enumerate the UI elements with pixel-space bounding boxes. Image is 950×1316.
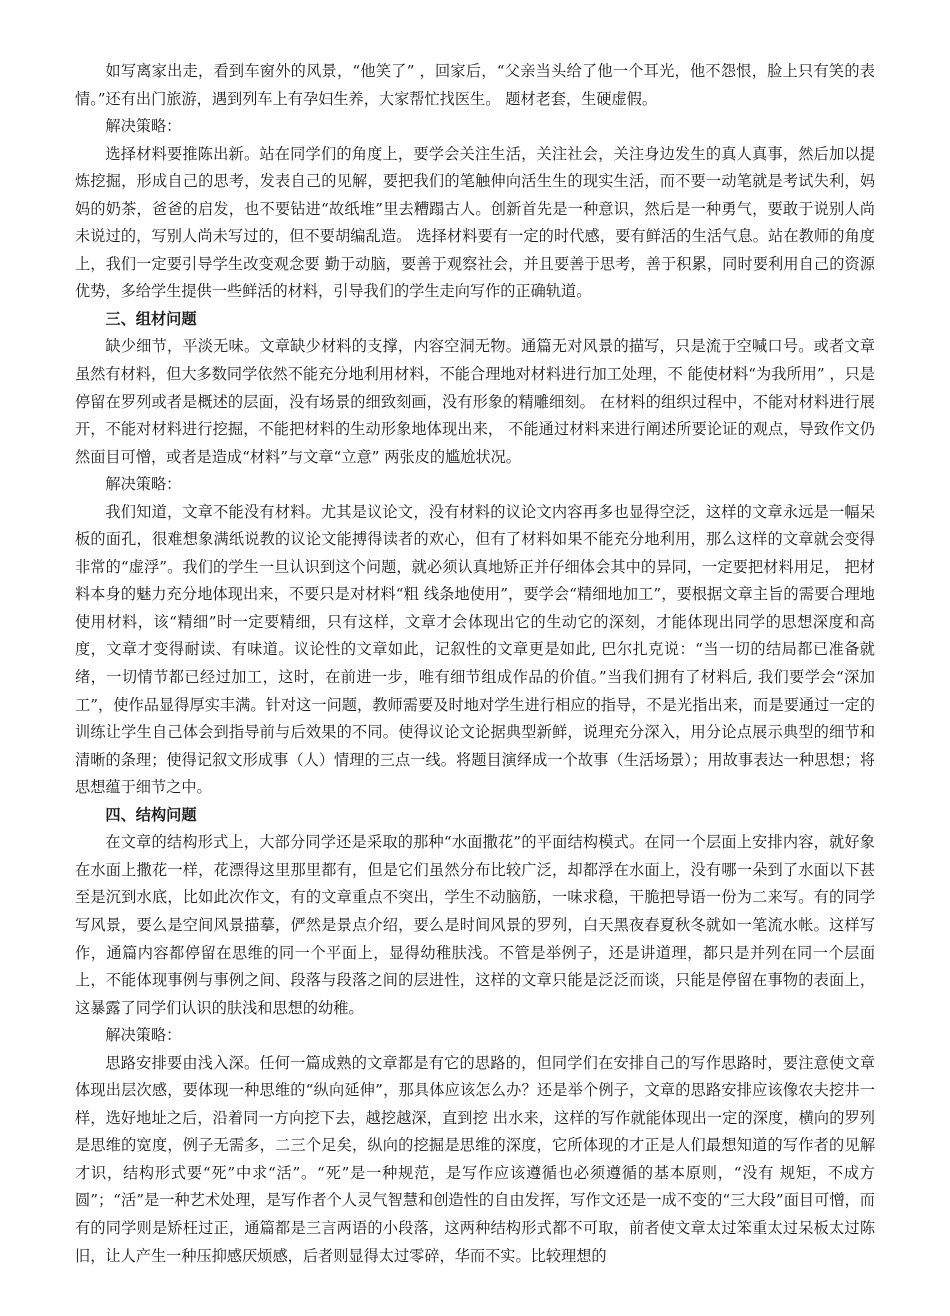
paragraph-organization-strategy: 我们知道，文章不能没有材料。尤其是议论文，没有材料的议论文内容再多也显得空泛，这样的文章永远是一幅呆板的面孔，很难想象满纸说教的议论文能搏得读者的欢心，但有了材料如果不能充分地利用，那么这样的文章就会变得非常的“虚浮”。我们的学生一旦认识到这个问题，就必须认真地矫正并仔细体会其中的异同，一定要把材料用足， 把材料本身的魅力充分地体现出来，不要只是对材料“粗 线条地使用”，要学会“精细地加工”，要根据文章主旨的需要合理地使用材料，该“精细”时一定要精细，只有这样，文章才会体现出它的生动它的深刻，才能体现出同学的思想深度和高度，文章才变得耐读、有味道。议论性的文章如此，记叙性的文章更是如此, 巴尔扎克说：“当一切的结局都已准备就绪，一切情节都已经过加工，这时，在前进一步，唯有细节组成作品的价值。”当我们拥有了材料后, 我们要学会“深加工”，使作品显得厚实丰满。针对这一问题，教师需要及时地对学生进行相应的指导，不是光指出来，而是要通过一定的训练让学生自己体会到指导前与后效果的不同。使得议论文论据典型新鲜，说理充分深入，用分论点展示典型的细节和清晰的条理；使得记叙文形成事（人）情理的三点一线。将题目演绎成一个故事（生活场景）；用故事表达一种思想；将思想蕴于细节之中。 (75, 502, 875, 797)
strategy-label: 解决策略： (105, 117, 182, 136)
section-heading-structure: 四、结构问题 (105, 805, 197, 824)
paragraph-material-selection: 选择材料要推陈出新。站在同学们的角度上，要学会关注生活，关注社会，关注身边发生的真人真事，然后加以提炼挖掘，形成自己的思考，发表自己的见解，要把我们的笔触伸向活生生的现实生活，而不要一动笔就是考试失利，妈妈的奶茶，爸爸的启发，也不要钻进“故纸堆”里去糟蹋古人。创新首先是一种意识，然后是一种勇气，要敢于说别人尚未说过的，写别人尚未写过的，但不要胡编乱造。 选择材料要有一定的时代感，要有鲜活的生活气息。站在教师的角度上，我们一定要引导学生改变观念要 勤于动脑，要善于观察社会，并且要善于思考，善于积累，同时要利用自己的资源优势，多给学生提供一些鲜活的材料，引导我们的学生走向写作的正确轨道。 (75, 144, 875, 301)
document-body (75, 58, 875, 1270)
section-heading-organization: 三、组材问题 (105, 309, 197, 328)
strategy-label: 解决策略： (105, 1026, 182, 1045)
paragraph-example-topics: 如写离家出走，看到车窗外的风景，“他笑了” ，回家后，“父亲当头给了他一个耳光，他不怨恨，脸上只有笑的表情。”还有出门旅游，遇到列车上有孕妇生养，大家帮忙找医生。 题材老套，生硬虚假。 (75, 62, 875, 108)
strategy-label: 解决策略： (105, 475, 182, 494)
paragraph-structure-strategy: 思路安排要由浅入深。任何一篇成熟的文章都是有它的思路的，但同学们在安排自己的写作思路时，要注意使文章体现出层次感，要体现一种思维的“纵向延伸”，那具体应该怎么办？还是举个例子，文章的思路安排应该像农夫挖井一样，选好地址之后，沿着同一方向挖下去，越挖越深，直到挖 出水来，这样的写作就能体现出一定的深度，横向的罗列是思维的宽度，例子无需多，二三个足矣，纵向的挖掘是思维的深度，它所体现的才正是人们最想知道的写作者的见解才识，结构形式要“死”中求“活”。“死”是一种规范，是写作应该遵循也必须遵循的基本原则，“没有 规矩，不成方圆”；“活”是一种艺术处理，是写作者个人灵气智慧和创造性的自由发挥，写作文还是一成不变的“三大段”面目可憎，而有的同学则是矫枉过正，通篇都是三言两语的小段落，这两种结构形式都不可取，前者使文章太过笨重太过呆板太过陈旧，让人产生一种压抑感厌烦感，后者则显得太过零碎，华而不实。比较理想的 (75, 1053, 875, 1265)
paragraph-structure-problem: 在文章的结构形式上，大部分同学还是采取的那种“水面撒花”的平面结构模式。在同一个层面上安排内容，就好象在水面上撒花一样，花漂得这里那里都有，但是它们虽然分布比较广泛，却都浮在水面上，没有哪一朵到了水面以下甚至是沉到水底，比如此次作文，有的文章重点不突出，学生不动脑筋，一味求稳，干脆把导语一份为二来写。有的同学写风景，要么是空间风景描摹，俨然是景点介绍，要么是时间风景的罗列，白天黑夜春夏秋冬就如一笔流水帐。这样写作，通篇内容都停留在思维的同一个平面上，显得幼稚肤浅。不管是举例子，还是讲道理，都只是并列在同一个层面上，不能体现事例与事例之间、段落与段落之间的层进性，这样的文章只能是泛泛而谈，只能是停留在事物的表面上，这暴露了同学们认识的肤浅和思想的幼稚。 (75, 833, 875, 1017)
paragraph-organization-problem: 缺少细节，平淡无味。文章缺少材料的支撑，内容空洞无物。通篇无对风景的描写，只是流于空喊口号。或者文章虽然有材料，但大多数同学依然不能充分地利用材料，不能合理地对材料进行加工处理，不 能使材料“为我所用” ，只是停留在罗列或者是概述的层面，没有场景的细致刻画，没有形象的精雕细刻。 在材料的组织过程中，不能对材料进行展开，不能对材料进行挖掘，不能把材料的生动形象地体现出来， 不能通过材料来进行阐述所要论证的观点，导致作文仍然面目可憎，或者是造成“材料”与文章“立意” 两张皮的尴尬状况。 (75, 337, 875, 466)
